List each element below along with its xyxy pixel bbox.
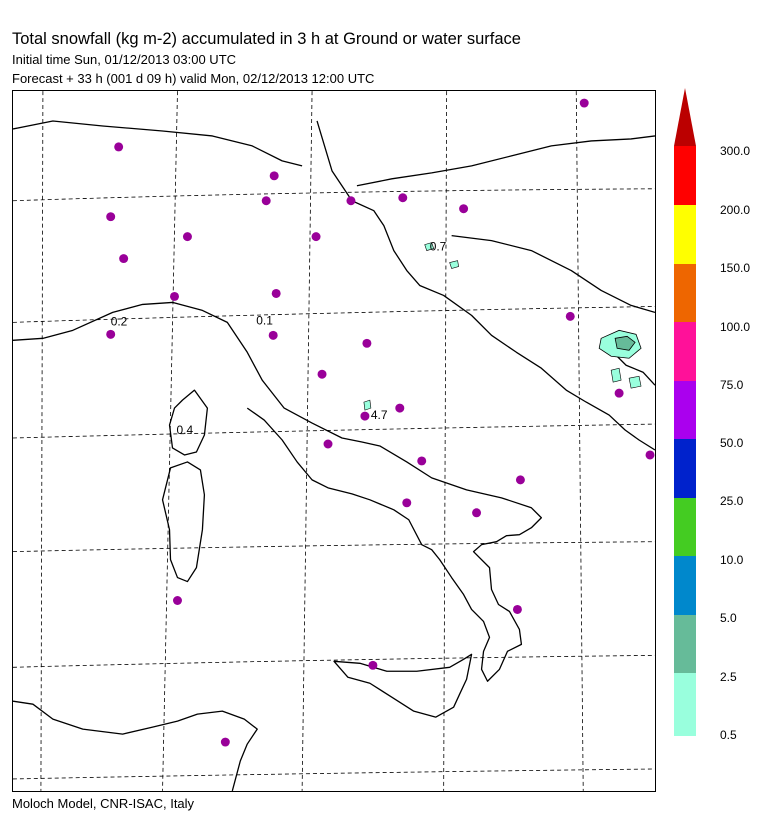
map-title: Total snowfall (kg m-2) accumulated in 3 h at Ground or water surface [12, 30, 521, 48]
station-marker [106, 330, 115, 339]
colorbar-swatch [674, 381, 696, 439]
station-marker [119, 254, 128, 263]
colorbar-swatch [674, 498, 696, 556]
contour-label: 0.1 [256, 313, 273, 328]
contour-label: 0.7 [429, 239, 447, 254]
station-marker [173, 596, 182, 605]
station-marker [566, 312, 575, 321]
colorbar [674, 88, 696, 736]
colorbar-swatch [674, 556, 696, 615]
colorbar-swatch [674, 322, 696, 381]
initial-time: Initial time Sun, 01/12/2013 03:00 UTC [12, 52, 237, 67]
colorbar-swatch [674, 264, 696, 322]
colorbar-label: 100.0 [720, 320, 751, 334]
colorbar-label: 300.0 [720, 144, 751, 158]
station-marker [516, 475, 525, 484]
colorbar-label: 0.5 [720, 728, 737, 742]
station-marker [269, 331, 278, 340]
station-marker [402, 498, 411, 507]
coastlines [13, 121, 655, 791]
station-marker [272, 289, 281, 298]
station-marker [513, 605, 522, 614]
graticule [13, 91, 655, 791]
colorbar-top-arrow [674, 88, 696, 146]
colorbar-swatch [674, 439, 696, 498]
station-marker [346, 196, 355, 205]
station-marker [114, 142, 123, 151]
contour-label: 0.4 [176, 423, 194, 438]
colorbar-swatch [674, 673, 696, 736]
colorbar-label: 200.0 [720, 203, 751, 217]
station-marker [106, 212, 115, 221]
colorbar-swatch [674, 146, 696, 205]
colorbar-swatch [674, 205, 696, 264]
station-marker [170, 292, 179, 301]
model-credit: Moloch Model, CNR-ISAC, Italy [12, 796, 195, 811]
contour-label: 4.7 [370, 408, 388, 423]
contour-label: 0.2 [110, 314, 128, 329]
colorbar-label: 75.0 [720, 378, 744, 392]
station-marker [312, 232, 321, 241]
colorbar-label: 5.0 [720, 611, 737, 625]
station-marker [580, 99, 589, 108]
colorbar-label: 150.0 [720, 261, 751, 275]
colorbar-swatch [674, 615, 696, 673]
station-marker [646, 450, 655, 459]
colorbar-label: 2.5 [720, 670, 737, 684]
station-marker [417, 456, 426, 465]
station-marker [472, 508, 481, 517]
colorbar-label: 10.0 [720, 553, 744, 567]
station-marker [615, 389, 624, 398]
station-marker [459, 204, 468, 213]
station-marker [270, 171, 279, 180]
station-marker [395, 404, 404, 413]
forecast-valid-time: Forecast + 33 h (001 d 09 h) valid Mon, 02/12/2013 12:00 UTC [12, 71, 375, 86]
station-marker [318, 370, 327, 379]
station-marker [362, 339, 371, 348]
station-marker [398, 193, 407, 202]
station-marker [368, 661, 377, 670]
snowfall-map [12, 90, 656, 792]
station-marker [221, 738, 230, 747]
station-marker [262, 196, 271, 205]
colorbar-label: 25.0 [720, 494, 744, 508]
station-marker [324, 440, 333, 449]
station-marker [360, 412, 369, 421]
station-marker [183, 232, 192, 241]
colorbar-label: 50.0 [720, 436, 744, 450]
